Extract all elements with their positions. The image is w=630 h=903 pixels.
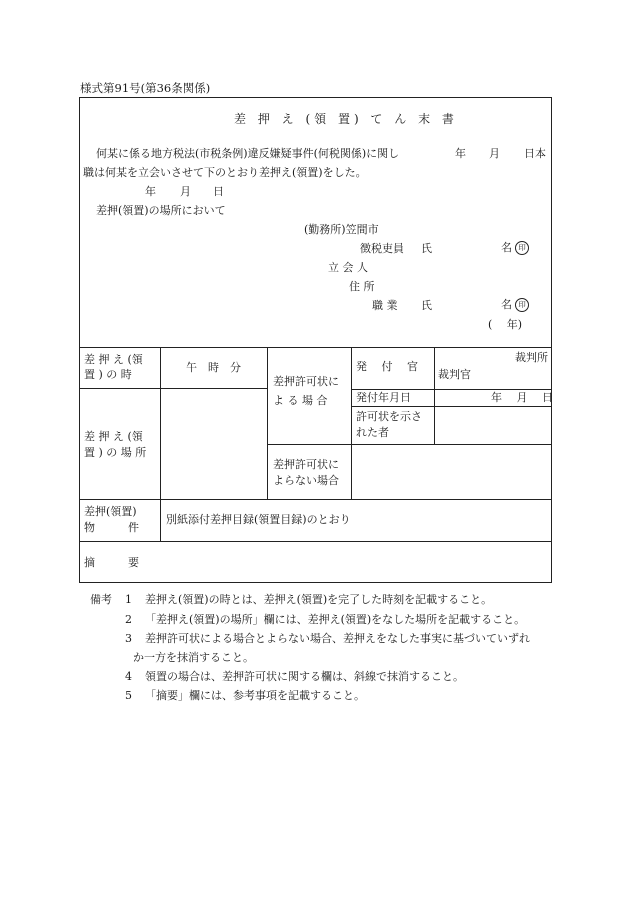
judge-label: 裁判官 (438, 368, 471, 381)
col-line-permit (351, 347, 352, 499)
date-month: 月 (180, 185, 191, 198)
object-value: 別紙添付差押目録(領置目録)のとおり (166, 513, 351, 526)
form-number-label: 様式第91号(第36条関係) (80, 81, 211, 95)
seal-icon: 印 (515, 298, 529, 312)
intro-day: 日本 (524, 147, 546, 160)
note-number: 5 (125, 689, 132, 702)
document-title: 差 押 え (領 置) て ん 末 書 (234, 112, 458, 126)
time-value: 午 時 分 (186, 361, 241, 374)
collector-label: 徴税吏員 (360, 242, 404, 255)
note-text: 「摘要」欄には、参考事項を記載すること。 (145, 689, 365, 702)
row-line-issuer (351, 389, 552, 390)
issue-date-value: 年 月 日 (491, 391, 553, 404)
object-label-2: 物 件 (84, 521, 139, 534)
place-line: 差押(領置)の場所において (96, 204, 226, 217)
row-line-date (351, 406, 552, 407)
note-number: 3 (125, 632, 132, 645)
court-label: 裁判所 (515, 351, 548, 364)
note-number: 1 (125, 593, 132, 606)
without-permit-1: 差押許可状に (273, 458, 339, 471)
time-label-1: 差 押 え (領 (84, 353, 143, 366)
intro-line-1: 何某に係る地方税法(市税条例)違反嫌疑事件(何税関係)に関し (96, 147, 400, 160)
place-label-1: 差 押 え (領 (84, 430, 143, 443)
row-line-object (79, 541, 552, 542)
collector-mei: 名 印 (501, 241, 529, 255)
note-text: 領置の場合は、差押許可状に関する欄は、斜線で抹消すること。 (145, 670, 464, 683)
without-permit-2: よらない場合 (273, 474, 339, 487)
issue-date-label: 発付年月日 (356, 391, 411, 404)
object-label-1: 差押(領置) (84, 505, 137, 518)
with-permit-1: 差押許可状に (273, 375, 339, 388)
col-line-label (160, 347, 161, 541)
row-line-permit (267, 444, 552, 445)
occupation-shi: 氏 (421, 299, 432, 312)
issuer-label: 発 付 官 (356, 360, 418, 373)
note-text: 差押許可状による場合とよらない場合、差押えをなした事実に基づいていずれ (145, 632, 530, 645)
witness-label: 立 会 人 (328, 261, 368, 274)
col-line-time (267, 347, 268, 499)
notes-head: 備考 (90, 593, 112, 606)
intro-year: 年 (455, 147, 466, 160)
note-text: か一方を抹消すること。 (133, 651, 254, 664)
occupation-mei: 名 印 (501, 298, 529, 312)
seal-icon: 印 (515, 241, 529, 255)
date-day: 日 (213, 185, 224, 198)
col-line-issuer (434, 347, 435, 444)
date-year: 年 (145, 185, 156, 198)
row-line-time (79, 388, 267, 389)
office-label: (勤務所)笠間市 (304, 223, 379, 236)
intro-line-2: 職は何某を立会いさせて下のとおり差押え(領置)をした。 (83, 166, 367, 179)
note-text: 差押え(領置)の時とは、差押え(領置)を完了した時刻を記載すること。 (145, 593, 493, 606)
note-text: 「差押え(領置)の場所」欄には、差押え(領置)をなした場所を記載すること。 (145, 613, 526, 626)
intro-month: 月 (489, 147, 500, 160)
address-label: 住 所 (349, 280, 375, 293)
note-number: 4 (125, 670, 132, 683)
shown-to-1: 許可状を示さ (356, 410, 422, 423)
place-label-2: 置 ) の 場 所 (84, 446, 147, 459)
summary-label: 摘 要 (84, 556, 139, 569)
time-label-2: 置 ) の 時 (84, 368, 132, 381)
collector-shi: 氏 (421, 242, 432, 255)
note-number: 2 (125, 613, 132, 626)
age-field: ( 年) (488, 318, 523, 331)
occupation-label: 職 業 (372, 299, 398, 312)
shown-to-2: れた者 (356, 426, 389, 439)
table-top-line (79, 347, 552, 348)
row-line-place (79, 499, 552, 500)
with-permit-2: よ る 場 合 (273, 394, 328, 407)
